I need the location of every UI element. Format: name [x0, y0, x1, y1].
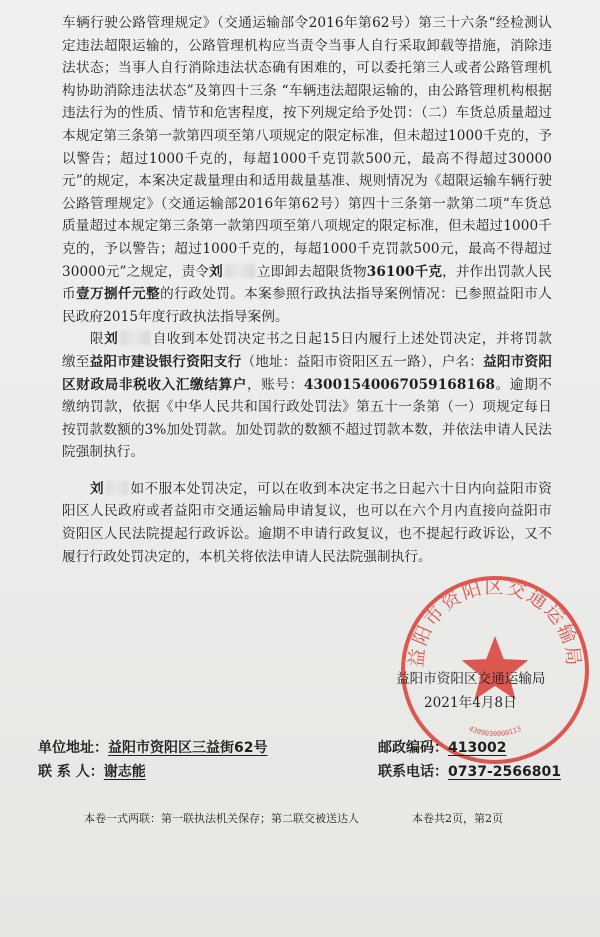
redacted-name: [225, 264, 255, 278]
copies-note: 本卷一式两联：第一联执法机关保存；第二联交被送达人: [84, 812, 359, 825]
contact-person-value: 谢志能: [103, 764, 146, 780]
postcode-label: 邮政编码：: [378, 740, 448, 756]
issuing-authority: 益阳市资阳区交通运输局: [396, 671, 546, 687]
phone-row: [378, 761, 561, 781]
payment-paragraph: [62, 328, 552, 464]
party-name: 刘: [90, 480, 105, 497]
overload-weight: 36100千克: [366, 263, 443, 280]
account-number: 43001540067059168168: [303, 376, 496, 393]
phone-value: 0737-2566801: [448, 764, 561, 780]
account-name: 益阳市资阳区财政局非税收入汇缴结算户: [62, 353, 553, 393]
late-fee-text: 。逾期不缴纳罚款，依据《中华人民共和国行政处罚法》第五十一条第（一）项规定每日按罚款数额的3%加处罚款。加处罚款的数额不超过罚款本数，并依法申请人民法院强制执行。: [62, 376, 552, 461]
address-value: 益阳市资阳区三益街62号: [108, 740, 268, 756]
unload-order-text: 立即卸去超限货物: [256, 263, 367, 280]
contact-person-row: [38, 761, 146, 781]
issue-date: 2021年4月8日: [424, 695, 517, 711]
fine-amount: 壹万捌仟元整: [76, 286, 161, 303]
party-name: 刘: [209, 263, 223, 280]
appeal-text: 如不服本处罚决定，可以在收到本决定书之日起六十日内向益阳市资阳区人民政府或者益阳市交通运输局申请复议，也可以在六个月内直接向益阳市资阳区人民法院提起行政诉讼。逾期不申请行政复议，也不提起行政诉讼，又不履行行政处罚决定的，本机关将依法申请人民法院强制执行。: [62, 480, 553, 565]
seal-arc-text: 益阳市资阳区交通运输局: [405, 576, 585, 669]
payment-prefix: 限: [90, 331, 105, 348]
account-label: ，账号：: [246, 376, 304, 393]
phone-label: 联系电话：: [378, 764, 448, 780]
payment-text: 自收到本处罚决定书之日起15日内履行上述处罚决定，并将罚款缴至: [62, 331, 552, 370]
redacted-name: [106, 481, 128, 495]
address-label: 单位地址：: [38, 740, 108, 756]
contact-person-label: 联 系 人：: [38, 764, 104, 780]
legal-basis-paragraph: [62, 12, 552, 328]
redacted-name: [120, 331, 150, 345]
postcode-value: 413002: [448, 740, 507, 756]
party-name: 刘: [104, 331, 119, 348]
appeal-paragraph: [62, 478, 552, 568]
bank-address-text: （地址：益阳市资阳区五一路），户名：: [241, 353, 484, 370]
address-row: [38, 737, 267, 757]
legal-basis-text: 车辆行驶公路管理规定》（交通运输部令2016年第62号）第三十六条“经检测认定违法超限运输的，公路管理机构应当责令当事人自行采取卸载等措施，消除违法状态；当事人自行消除违法状态确有困难的，可以委托第三人或者公路管理机构协助消除违法状态”及第四十三条 “车辆违法超限运输的，由公路管理机构根据违法行为的性质、情节和危害程度，按下列规定给予处罚：（二）车货总质量超过本规定第三条第一款第四项至第八项规定的限定标准，但未超过1000千克的，予以警告；超过1000千克的，每超1000千克罚款500元，最高不得超过30000元”的规定，本案决定裁量理由和适用裁量基准、规则情况为《超限运输车辆行驶公路管理规定》（交通运输部2016年第62号）第四十三条第一款第二项“车货总质量超过本规定第三条第一款第四项至第八项规定的限定标准，但未超过1000千克的，予以警告；超过1000千克的，每超1000千克罚款500元，最高不得超过30000元”之规定，责令: [62, 15, 552, 280]
decision-body: [62, 12, 552, 568]
seal-code: 4309030000113: [467, 724, 523, 739]
bank-name: 益阳市建设银行资阳支行: [89, 353, 242, 370]
penalty-text: ，并作出罚款人民币: [62, 263, 552, 303]
case-reference-text: 的行政处罚。本案参照行政执法指导案例情况：已参照益阳市人民政府2015年度行政执法指导案例。: [62, 286, 552, 325]
page-count: 本卷共2页，第2页: [412, 812, 503, 825]
postcode-row: [378, 737, 506, 757]
